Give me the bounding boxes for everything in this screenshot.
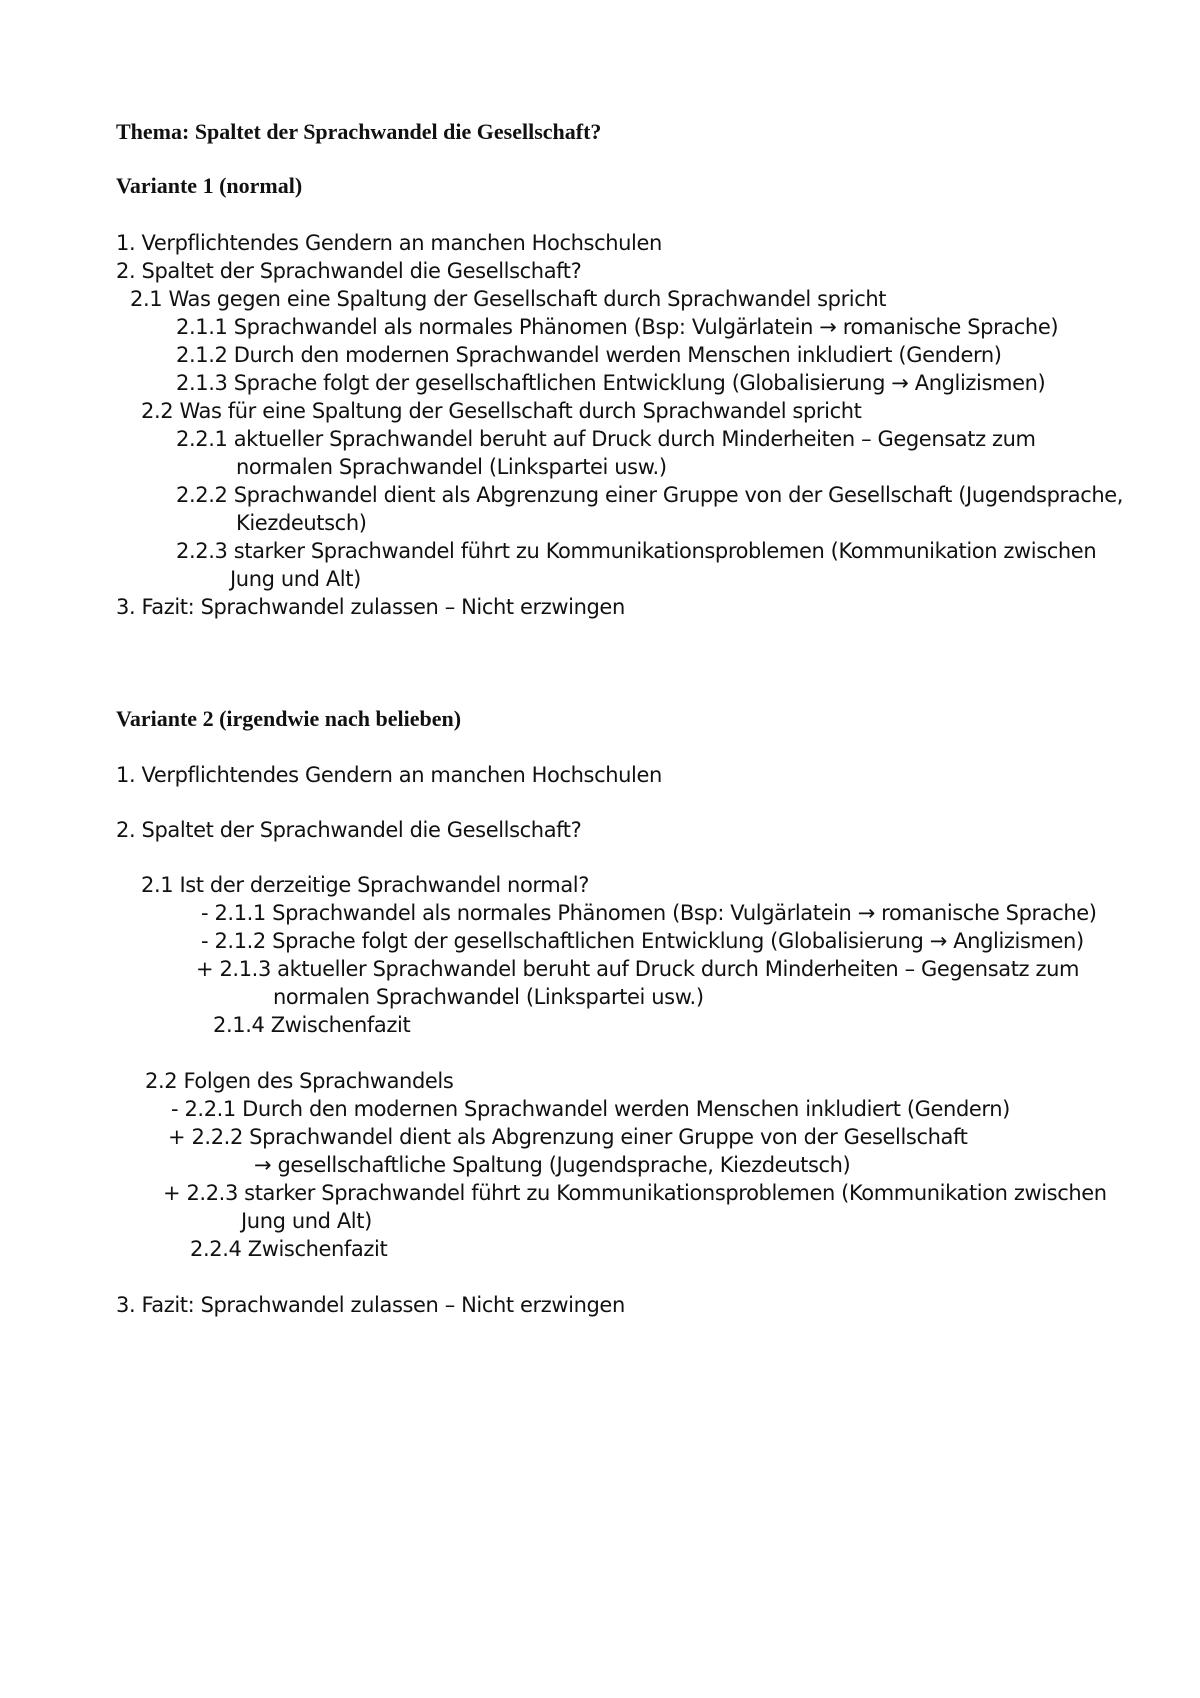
variant1-line: 2.2.3 starker Sprachwandel führt zu Kommunikationsproblemen (Kommunikation zwischen (176, 539, 1097, 563)
variant1-line: 2. Spaltet der Sprachwandel die Gesellschaft? (116, 259, 582, 283)
variant2-line: 1. Verpflichtendes Gendern an manchen Hochschulen (116, 763, 662, 787)
variant1-line: 2.1 Was gegen eine Spaltung der Gesellschaft durch Sprachwandel spricht (130, 287, 887, 311)
variant1-line: 2.1.3 Sprache folgt der gesellschaftlichen Entwicklung (Globalisierung → Anglizismen) (176, 371, 1046, 395)
variant1-line: Jung und Alt) (230, 567, 361, 591)
variant1-line: normalen Sprachwandel (Linkspartei usw.) (236, 455, 667, 479)
variant2-line: Jung und Alt) (241, 1209, 372, 1233)
variant2-line: - 2.1.1 Sprachwandel als normales Phänomen (Bsp: Vulgärlatein → romanische Sprache) (201, 901, 1097, 925)
variant2-line: + 2.2.3 starker Sprachwandel führt zu Kommunikationsproblemen (Kommunikation zwischen (163, 1181, 1107, 1205)
variant2-line: 3. Fazit: Sprachwandel zulassen – Nicht erzwingen (116, 1293, 625, 1317)
variant1-line: 2.1.2 Durch den modernen Sprachwandel werden Menschen inkludiert (Gendern) (176, 343, 1002, 367)
variant1-line: 2.2.1 aktueller Sprachwandel beruht auf Druck durch Minderheiten – Gegensatz zum (176, 427, 1036, 451)
variant2-line: normalen Sprachwandel (Linkspartei usw.) (273, 985, 704, 1009)
variant1-line: 2.2 Was für eine Spaltung der Gesellschaft durch Sprachwandel spricht (141, 399, 862, 423)
variant2-line: → gesellschaftliche Spaltung (Jugendsprache, Kiezdeutsch) (254, 1153, 851, 1177)
variant2-line: 2.2 Folgen des Sprachwandels (145, 1069, 454, 1093)
variant2-line: 2.2.4 Zwischenfazit (190, 1237, 388, 1261)
variant1-heading: Variante 1 (normal) (116, 173, 303, 198)
variant2-line: 2.1.4 Zwischenfazit (213, 1013, 411, 1037)
variant2-heading: Variante 2 (irgendwie nach belieben) (116, 706, 462, 731)
variant2-line: - 2.2.1 Durch den modernen Sprachwandel werden Menschen inkludiert (Gendern) (171, 1097, 1010, 1121)
variant2-line: + 2.2.2 Sprachwandel dient als Abgrenzung einer Gruppe von der Gesellschaft (168, 1125, 968, 1149)
variant2-line: 2. Spaltet der Sprachwandel die Gesellschaft? (116, 818, 582, 842)
variant1-line: 1. Verpflichtendes Gendern an manchen Hochschulen (116, 231, 662, 255)
variant1-line: 2.2.2 Sprachwandel dient als Abgrenzung einer Gruppe von der Gesellschaft (Jugendsprache, (176, 483, 1124, 507)
variant2-line: + 2.1.3 aktueller Sprachwandel beruht auf Druck durch Minderheiten – Gegensatz zum (196, 957, 1080, 981)
variant1-line: 2.1.1 Sprachwandel als normales Phänomen (Bsp: Vulgärlatein → romanische Sprache) (176, 315, 1059, 339)
variant1-line: Kiezdeutsch) (236, 511, 367, 535)
document-title: Thema: Spaltet der Sprachwandel die Gesellschaft? (116, 119, 602, 144)
variant2-line: - 2.1.2 Sprache folgt der gesellschaftlichen Entwicklung (Globalisierung → Anglizismen) (201, 929, 1084, 953)
variant1-line: 3. Fazit: Sprachwandel zulassen – Nicht erzwingen (116, 595, 625, 619)
variant2-line: 2.1 Ist der derzeitige Sprachwandel normal? (141, 873, 589, 897)
